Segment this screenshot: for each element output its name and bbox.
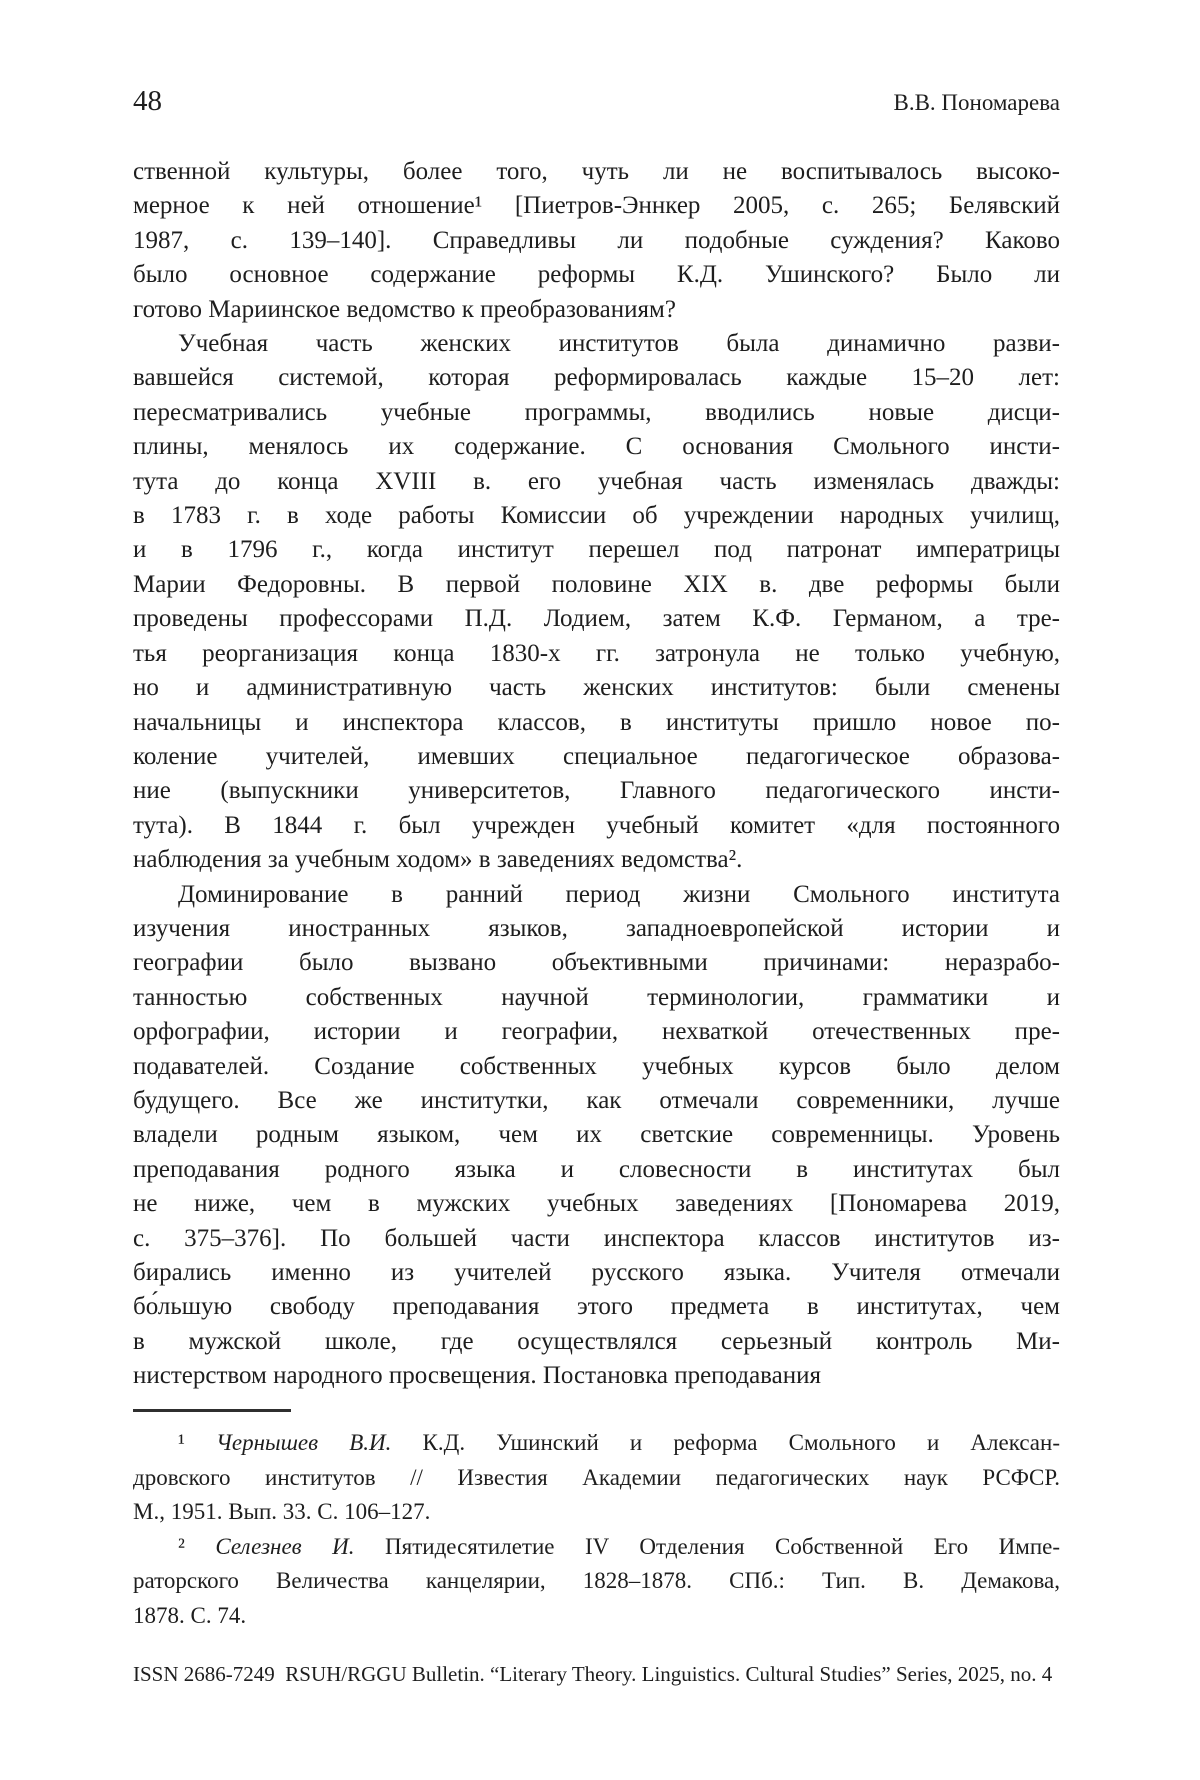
text-line [133, 499, 1060, 533]
text-line [133, 774, 1060, 808]
text-segment: ¹ [178, 1430, 217, 1455]
text-segment: начальницы и инспектора классов, в институты пришло новое по- [133, 708, 1060, 736]
text-segment: раторского Величества канцелярии, 1828–1878. СПб.: Тип. В. Демакова, [133, 1568, 1060, 1594]
text-segment: будущего. Все же институтки, как отмечали современники, лучше [133, 1086, 1060, 1114]
text-segment: и в 1796 г., когда институт перешел под патронат императрицы [133, 536, 1060, 564]
text-line [133, 1050, 1060, 1084]
footnote [133, 1530, 1060, 1634]
body-text [133, 155, 1060, 1394]
text-line [133, 1256, 1060, 1290]
text-segment: владели родным языком, чем их светские современницы. Уровень [133, 1121, 1060, 1149]
text-segment: М., 1951. Вып. 33. С. 106–127. [133, 1499, 431, 1525]
text-line [133, 224, 1060, 258]
running-head-author: В.В. Пономарева [893, 90, 1060, 115]
text-segment: К.Д. Ушинский и реформа Смольного и Алексан- [391, 1430, 1060, 1455]
text-line [133, 706, 1060, 740]
text-segment: тута). В 1844 г. был учрежден учебный комитет «для постоянного [133, 811, 1060, 839]
text-line [133, 602, 1060, 636]
text-line [133, 981, 1060, 1015]
text-segment: Учебная часть женских институтов была динамично разви- [178, 330, 1060, 358]
text-segment: нистерством народного просвещения. Постановка преподавания [133, 1362, 821, 1390]
text-segment: бирались именно из учителей русского языка. Учителя отмечали [133, 1259, 1060, 1286]
text-segment: Доминирование в ранний период жизни Смольного института [178, 880, 1060, 908]
text-segment: плины, менялось их содержание. С основания Смольного инсти- [133, 433, 1060, 461]
text-line [133, 465, 1060, 499]
text-segment: проведены профессорами П.Д. Лодием, затем К.Ф. Германом, а тре- [133, 605, 1060, 633]
text-line [133, 1461, 1060, 1496]
text-line [133, 1153, 1060, 1187]
text-segment: изучения иностранных языков, западноевропейской истории и [133, 914, 1060, 942]
citation-author: Чернышев В.И. [216, 1430, 392, 1455]
text-line [133, 1325, 1060, 1359]
text-segment: но и административную часть женских институтов: были сменены [133, 674, 1060, 702]
text-line [133, 1084, 1060, 1118]
text-line [133, 1222, 1060, 1256]
text-line [133, 327, 1060, 361]
text-line [133, 1530, 1060, 1565]
text-line [133, 1426, 1060, 1461]
paragraph [133, 878, 1060, 1394]
text-line [133, 1599, 1060, 1634]
citation-author: Селезнев И. [215, 1533, 355, 1559]
text-segment: ственной культуры, более того, чуть ли не воспитывалось высоко- [133, 158, 1060, 185]
text-segment: танностью собственных научной терминологии, грамматики и [133, 983, 1060, 1011]
text-segment: подавателей. Создание собственных учебных курсов было делом [133, 1052, 1060, 1080]
text-segment: в мужской школе, где осуществлялся серьезный контроль Ми- [133, 1327, 1060, 1355]
text-line [133, 671, 1060, 705]
text-segment: ние (выпускники университетов, Главного педагогического инсти- [133, 777, 1060, 805]
text-line [133, 1290, 1060, 1324]
text-segment: Пятидесятилетие IV Отделения Собственной Его Импе- [354, 1533, 1060, 1559]
text-segment: преподавания родного языка и словесности в институтах был [133, 1155, 1060, 1183]
text-segment: 1987, с. 139–140]. Справедливы ли подобные суждения? Каково [133, 226, 1060, 254]
text-line [133, 637, 1060, 671]
text-line [133, 189, 1060, 223]
text-segment: с. 375–376]. По большей части инспектора классов институтов из- [133, 1224, 1060, 1252]
text-line [133, 1564, 1060, 1599]
text-line [133, 430, 1060, 464]
text-segment: тута до конца XVIII в. его учебная часть изменялась дважды: [133, 467, 1060, 495]
paragraph [133, 327, 1060, 878]
text-line [133, 912, 1060, 946]
text-line [133, 568, 1060, 602]
text-segment: мерное к ней отношение¹ [Пиетров-Эннкер 2005, с. 265; Белявский [133, 192, 1060, 220]
text-line [133, 740, 1060, 774]
text-segment: орфографии, истории и географии, нехваткой отечественных пре- [133, 1018, 1060, 1046]
text-line [133, 878, 1060, 912]
text-segment: не ниже, чем в мужских учебных заведениях [Пономарева 2019, [133, 1190, 1060, 1218]
paragraph [133, 155, 1060, 327]
text-segment: было основное содержание реформы К.Д. Ушинского? Было ли [133, 261, 1060, 289]
text-segment: Марии Федоровны. В первой половине XIX в. две реформы были [133, 570, 1060, 598]
text-segment: ² [178, 1533, 216, 1559]
text-segment: коление учителей, имевших специальное педагогическое образова- [133, 742, 1060, 770]
page-number: 48 [133, 85, 162, 117]
text-segment: пересматривались учебные программы, вводились новые дисци- [133, 398, 1060, 426]
footnotes [133, 1426, 1060, 1634]
text-line [133, 1187, 1060, 1221]
text-line [133, 396, 1060, 430]
text-line [133, 1495, 1060, 1530]
text-line [133, 533, 1060, 567]
text-line [133, 809, 1060, 843]
text-line [133, 946, 1060, 980]
text-segment: бо́льшую свободу преподавания этого предмета в институтах, чем [133, 1293, 1060, 1321]
page-footer [133, 1662, 1060, 1687]
text-segment: тья реорганизация конца 1830-х гг. затронула не только учебную, [133, 639, 1060, 667]
text-segment: в 1783 г. в ходе работы Комиссии об учреждении народных училищ, [133, 502, 1060, 530]
footnote-divider [133, 1409, 291, 1412]
page-header [133, 86, 1060, 118]
text-segment: готово Мариинское ведомство к преобразованиям? [133, 295, 676, 323]
text-line [133, 1359, 1060, 1393]
text-line [133, 293, 1060, 327]
journal-issn-line: ISSN 2686-7249 RSUH/RGGU Bulletin. “Literary Theory. Linguistics. Cultural Studies” Series, 2025, no. 4 [133, 1662, 1053, 1686]
text-segment: наблюдения за учебным ходом» в заведениях ведомства². [133, 846, 743, 874]
text-line [133, 1015, 1060, 1049]
text-line [133, 843, 1060, 877]
text-line [133, 361, 1060, 395]
text-segment: 1878. С. 74. [133, 1602, 247, 1628]
text-segment: дровского институтов // Известия Академии педагогических наук РСФСР. [133, 1464, 1060, 1490]
text-line [133, 1118, 1060, 1152]
text-line [133, 258, 1060, 292]
text-line [133, 155, 1060, 189]
text-segment: географии было вызвано объективными причинами: неразрабо- [133, 949, 1060, 977]
footnote [133, 1426, 1060, 1530]
text-segment: вавшейся системой, которая реформировалась каждые 15–20 лет: [133, 364, 1060, 392]
